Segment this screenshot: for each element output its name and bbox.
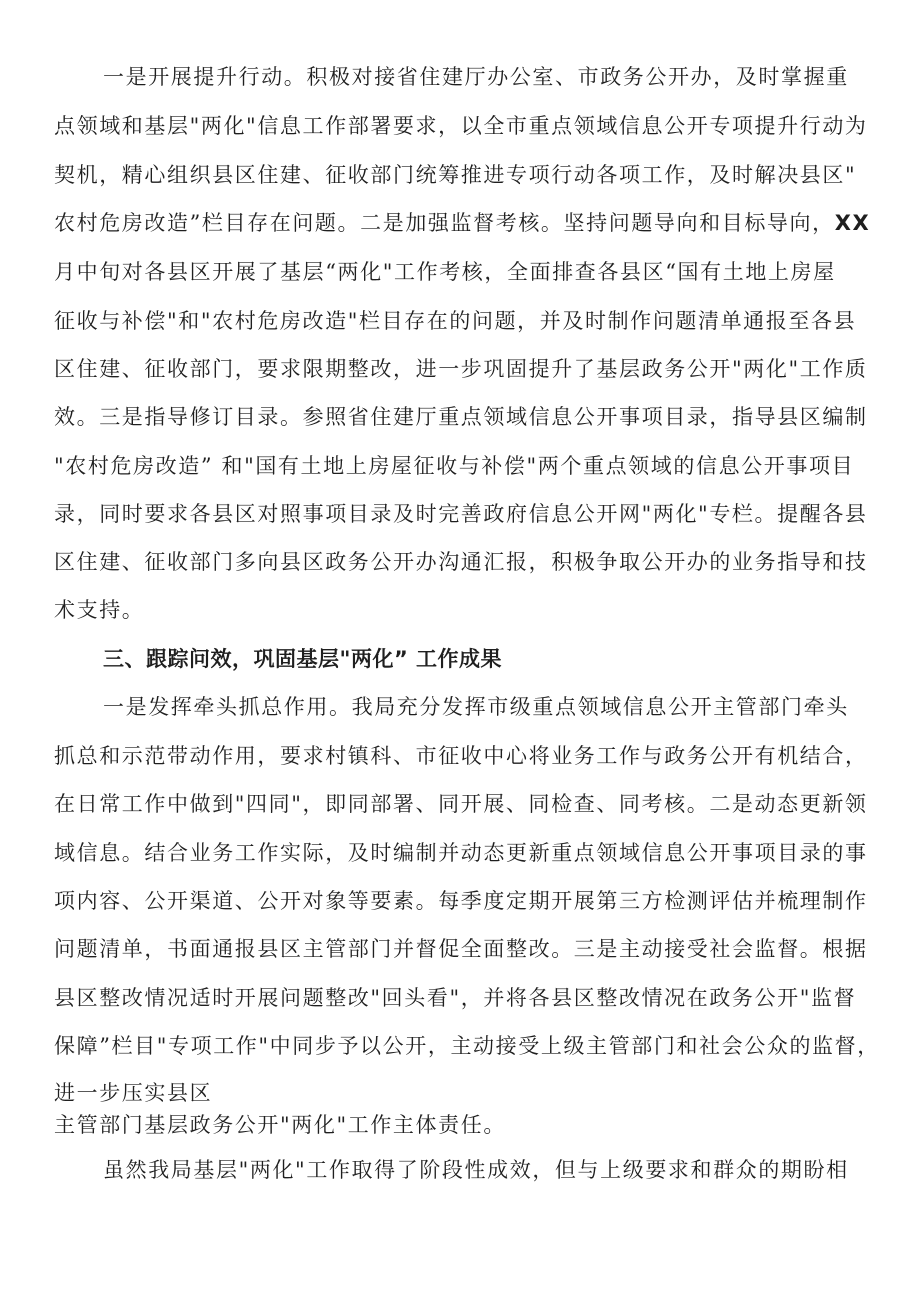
paragraph-line: 征收与补偿"和"农村危房改造"栏目存在的问题，并及时制作问题清单通报至各县 [54, 309, 857, 333]
paragraph-line: 进一步压实县区 [54, 1081, 213, 1105]
paragraph-line: 虽然我局基层"两化"工作取得了阶段性成效，但与上级要求和群众的期盼相 [103, 1158, 849, 1182]
paragraph-line: 效。三是指导修订目录。参照省住建厅重点领域信息公开事项目录，指导县区编制 [54, 405, 868, 429]
paragraph-line-text: 农村危房改造”栏目存在问题。二是加强监督考核。坚持问题导向和目标导向， [54, 211, 835, 235]
redacted-month-mark: XX [834, 211, 871, 235]
paragraph-line: 抓总和示范带动作用，要求村镇科、市征收中心将业务工作与政务公开有机结合， [54, 744, 868, 768]
paragraph-line: 县区整改情况适时开展问题整改"回头看"，并将各县区整改情况在政务公开"监督 [54, 986, 857, 1010]
paragraph-line-with-xx [54, 208, 884, 238]
paragraph-line: 月中旬对各县区开展了基层“两化"工作考核，全面排查各县区“国有土地上房屋 [54, 260, 836, 284]
paragraph-line: 一是开展提升行动。积极对接省住建厅办公室、市政务公开办，及时掌握重 [103, 65, 849, 89]
paragraph-line: 录，同时要求各县区对照事项目录及时完善政府信息公开网"两化"专栏。提醒各县 [54, 502, 868, 526]
paragraph-line: 保障”栏目"专项工作"中同步予以公开，主动接受上级主管部门和社会公众的监督， [54, 1034, 880, 1058]
paragraph-line: 项内容、公开渠道、公开对象等要素。每季度定期开展第三方检测评估并梳理制作 [54, 889, 868, 913]
section-heading: 三、跟踪问效，巩固基层"两化” 工作成果 [103, 647, 503, 671]
paragraph-line: 主管部门基层政务公开"两化"工作主体责任。 [54, 1113, 506, 1137]
paragraph-line: 一是发挥牵头抓总作用。我局充分发挥市级重点领域信息公开主管部门牵头 [103, 695, 849, 719]
paragraph-line: 问题清单，书面通报县区主管部门并督促全面整改。三是主动接受社会监督。根据 [54, 937, 868, 961]
paragraph-line: 术支持。 [54, 598, 145, 622]
paragraph-line: 点领域和基层"两化"信息工作部署要求，以全市重点领域信息公开专项提升行动为 [54, 114, 868, 138]
paragraph-line: 在日常工作中做到"四同"，即同部署、同开展、同检查、同考核。二是动态更新领 [54, 792, 868, 816]
paragraph-line: 契机，精心组织县区住建、征收部门统筹推进专项行动各项工作，及时解决县区" [54, 163, 857, 187]
paragraph-line: 区住建、征收部门，要求限期整改，进一步巩固提升了基层政务公开"两化"工作质 [54, 357, 868, 381]
paragraph-line: 域信息。结合业务工作实际，及时编制并动态更新重点领域信息公开事项目录的事 [54, 841, 868, 865]
paragraph-line: 区住建、征收部门多向县区政务公开办沟通汇报，积极争取公开办的业务指导和技 [54, 550, 868, 574]
paragraph-line: "农村危房改造” 和"国有土地上房屋征收与补偿"两个重点领域的信息公开事项目 [54, 454, 855, 478]
